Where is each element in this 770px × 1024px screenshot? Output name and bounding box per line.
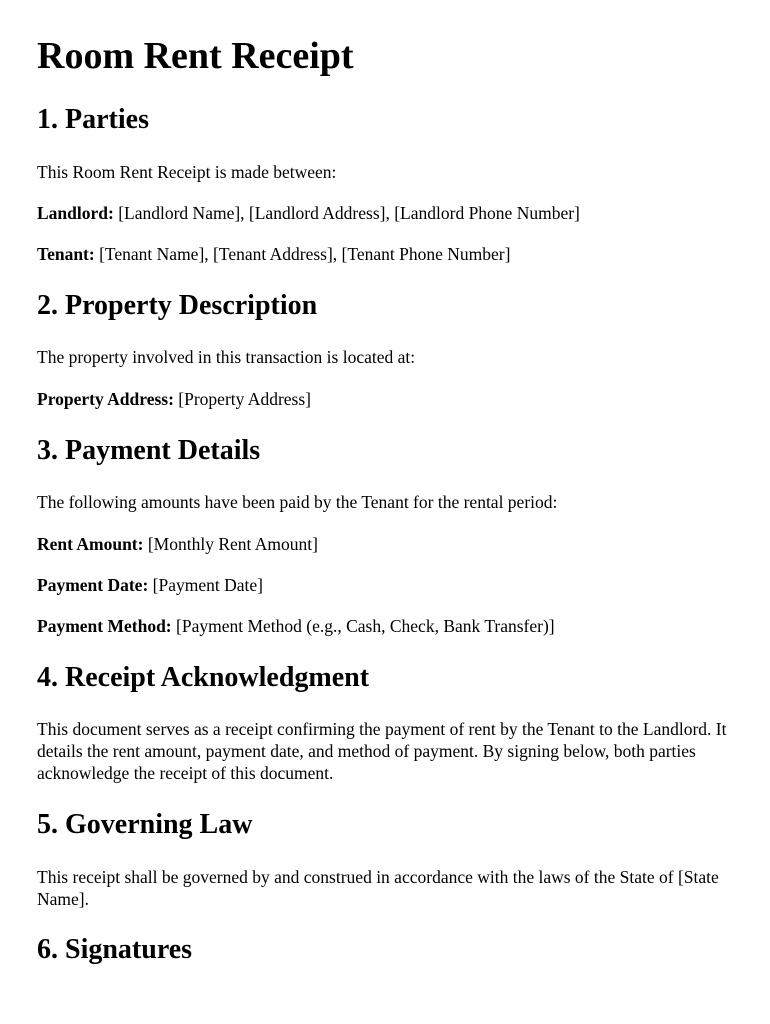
payment-date-value: [Payment Date] — [148, 575, 263, 595]
payment-method-value: [Payment Method (e.g., Cash, Check, Bank Transfer)] — [171, 616, 555, 636]
landlord-line — [37, 202, 580, 224]
property-intro: The property involved in this transaction is located at: — [37, 347, 416, 367]
tenant-value: [Tenant Name], [Tenant Address], [Tenant Phone Number] — [94, 244, 511, 264]
rent-amount-line — [37, 533, 318, 555]
rent-amount-value: [Monthly Rent Amount] — [143, 534, 318, 554]
section-heading-property: 2. Property Description — [37, 290, 318, 321]
property-address-value: [Property Address] — [173, 389, 311, 409]
parties-intro: This Room Rent Receipt is made between: — [37, 162, 337, 182]
payment-method-label: Payment Method: — [37, 616, 172, 636]
tenant-line — [37, 243, 510, 265]
landlord-value: [Landlord Name], [Landlord Address], [Landlord Phone Number] — [113, 203, 580, 223]
section-heading-governing-law: 5. Governing Law — [37, 809, 253, 840]
payment-date-line — [37, 574, 263, 596]
payment-method-line — [37, 615, 555, 637]
section-heading-payment: 3. Payment Details — [37, 435, 261, 466]
payment-date-label: Payment Date: — [37, 575, 149, 595]
acknowledgment-body: This document serves as a receipt confirming the payment of rent by the Tenant to the Landlord. It details the rent amount, payment date, and method of payment. By signing below, both parties acknowledge the receipt of this document. — [37, 719, 727, 783]
section-heading-parties: 1. Parties — [37, 104, 149, 135]
landlord-label: Landlord: — [37, 203, 114, 223]
document-title: Room Rent Receipt — [37, 35, 354, 77]
rent-amount-label: Rent Amount: — [37, 534, 144, 554]
section-heading-acknowledgment: 4. Receipt Acknowledgment — [37, 662, 370, 693]
payment-intro: The following amounts have been paid by the Tenant for the rental period: — [37, 492, 558, 512]
property-address-line — [37, 388, 311, 410]
section-heading-signatures: 6. Signatures — [37, 934, 193, 965]
governing-law-body: This receipt shall be governed by and construed in accordance with the laws of the State of [State Name]. — [37, 867, 719, 909]
tenant-label: Tenant: — [37, 244, 95, 264]
property-address-label: Property Address: — [37, 389, 174, 409]
